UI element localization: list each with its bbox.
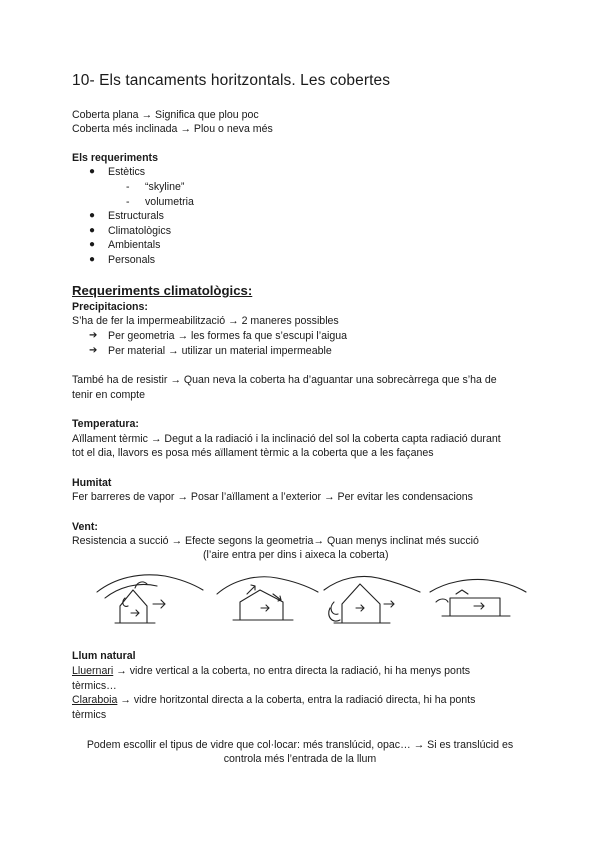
vent-line: Resistencia a succió → Efecte segons la geometria→ Quan menys inclinat més succió — [72, 535, 479, 547]
temperatura-heading: Temperatura: — [72, 418, 139, 430]
intro-line-1: Coberta plana → Significa que plou poc — [72, 109, 259, 121]
intro-line-2: Coberta més inclinada → Plou o neva més — [72, 123, 273, 135]
list-item: ➔ Per geometria → les formes fa que s’escupi l’aigua — [89, 330, 348, 342]
conclusio-line-1: Podem escollir el tipus de vidre que col·locar: més translúcid, opac… → Si es translúcid es — [86, 739, 514, 751]
precipitacions-extra-2: tenir en compte — [72, 389, 146, 401]
bullet-icon: ● — [89, 239, 96, 251]
wind-house-sketch-1-icon — [95, 568, 205, 628]
list-item: ● Climatològics — [89, 224, 171, 237]
conclusio-line-2: controla més l’entrada de la llum — [223, 753, 377, 765]
dash-icon: - — [126, 195, 130, 208]
wind-house-sketch-3-icon — [322, 568, 422, 630]
lluernari-term: Lluernari — [72, 665, 114, 677]
vent-line-2: (l’aire entra per dins i aixeca la coberta) — [203, 549, 389, 561]
list-item: ● Estètics — [89, 166, 146, 178]
wind-house-sketch-4-icon — [428, 572, 528, 624]
precipitacions-line: S’ha de fer la impermeabilització → 2 maneres possibles — [72, 315, 339, 327]
claraboia-term: Claraboia — [72, 694, 118, 706]
list-item: ● Ambientals — [89, 239, 161, 252]
list-item: ● Personals — [89, 254, 156, 267]
arrow-bullet-icon: ➔ — [89, 330, 98, 341]
humitat-heading: Humitat — [72, 477, 112, 489]
bullet-icon: ● — [89, 254, 96, 266]
claraboia-line: Claraboia → vidre horitzontal directa a la coberta, entra la radiació directa, hi ha ponts — [72, 694, 476, 706]
estetics-sublist — [126, 180, 194, 209]
requeriments-heading: Els requeriments — [72, 152, 158, 164]
llum-heading: Llum natural — [72, 650, 136, 662]
list-item: - “skyline” — [126, 181, 185, 193]
bullet-icon: ● — [89, 210, 96, 221]
bullet-icon: ● — [89, 166, 96, 177]
list-item: - volumetria — [126, 195, 194, 208]
climatologics-heading: Requeriments climatològics: — [72, 283, 253, 298]
requeriments-list — [89, 165, 146, 180]
precipitacions-arrows — [89, 329, 348, 358]
temperatura-line-2: tot el dia, llavors es posa més aïllament tèrmic a la coberta que a les façanes — [72, 447, 434, 459]
list-item: ● Estructurals — [89, 210, 164, 222]
page-title: 10- Els tancaments horitzontals. Les cobertes — [72, 72, 391, 89]
arrow-bullet-icon: ➔ — [89, 344, 98, 356]
vent-heading: Vent: — [72, 521, 98, 533]
claraboia-cont: tèrmics — [72, 709, 107, 721]
precipitacions-heading: Precipitacions: — [72, 301, 148, 313]
bullet-icon: ● — [89, 224, 96, 236]
temperatura-line-1: Aïllament tèrmic → Degut a la radiació i la inclinació del sol la coberta capta radiació durant — [72, 433, 501, 445]
lluernari-cont: tèrmics… — [72, 680, 117, 692]
requeriments-list-rest — [89, 209, 171, 268]
list-item: ➔ Per material → utilizar un material impermeable — [89, 344, 332, 357]
humitat-line: Fer barreres de vapor → Posar l’aïllament a l’exterior → Per evitar les condensacions — [72, 491, 473, 503]
dash-icon: - — [126, 181, 130, 193]
precipitacions-extra-1: També ha de resistir → Quan neva la coberta ha d’aguantar una sobrecàrrega que s’ha de — [72, 374, 497, 386]
lluernari-line: Lluernari → vidre vertical a la coberta, no entra directa la radiació, hi ha menys ponts — [72, 665, 471, 677]
wind-house-sketch-2-icon — [215, 568, 320, 628]
